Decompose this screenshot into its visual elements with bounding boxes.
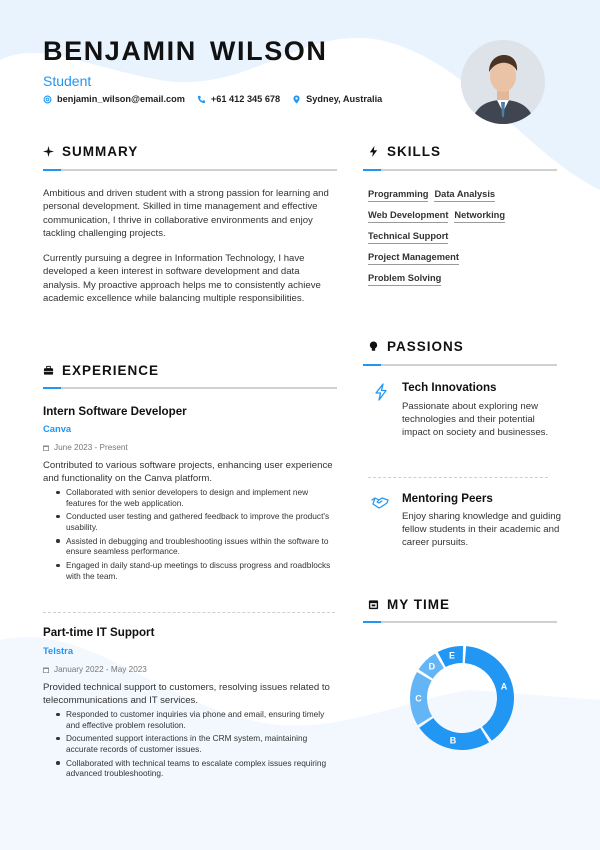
contact-bar	[43, 94, 382, 104]
skill-tag: Project Management	[368, 252, 459, 265]
skill-tag: Networking	[454, 210, 505, 223]
skill-row	[368, 273, 558, 286]
summary-title: SUMMARY	[62, 144, 139, 159]
email-contact[interactable]	[43, 94, 185, 104]
skills-divider	[363, 169, 557, 171]
job-company: Telstra	[43, 645, 74, 656]
job-separator	[43, 612, 335, 613]
phone-text: +61 412 345 678	[210, 94, 281, 104]
skills-title: SKILLS	[387, 144, 442, 159]
summary-paragraph-2: Currently pursuing a degree in Information Technology, I have developed a keen interest in software development and data analysis. My proactive approach helps me to consistently achieve academic excellence while balancing multiple responsibilities.	[43, 253, 321, 305]
job-dates	[43, 443, 128, 452]
phone-contact[interactable]	[197, 94, 280, 104]
passions-divider	[363, 364, 557, 366]
lightning-icon	[372, 383, 390, 401]
list-item: Collaborated with technical teams to escalate complex issues requiring advanced troubleshooting.	[54, 758, 340, 779]
skill-tag: Data Analysis	[434, 189, 495, 202]
location-pin-icon	[292, 95, 301, 104]
skill-row	[368, 252, 558, 265]
candidate-role: Student	[43, 73, 92, 89]
calendar-icon	[43, 445, 49, 451]
list-item: Engaged in daily stand-up meetings to discuss progress and roadblocks with the team.	[54, 560, 340, 581]
passion-description: Enjoy sharing knowledge and guiding fellow students in their academic and career pursuits.	[402, 511, 561, 549]
list-item: Documented support interactions in the CRM system, maintaining accurate records of customer issues.	[54, 733, 340, 754]
donut-label-d: D	[428, 661, 436, 672]
skill-tag: Web Development	[368, 210, 448, 223]
briefcase-icon	[43, 365, 54, 376]
donut-label-c: C	[415, 693, 422, 704]
profile-photo	[461, 40, 545, 124]
calendar-icon	[368, 599, 379, 610]
list-item: Assisted in debugging and troubleshooting issues within the software to ensure seamless performance.	[54, 536, 340, 557]
handshake-icon	[371, 493, 389, 511]
location-text: Sydney, Australia	[306, 94, 383, 104]
summary-divider	[43, 169, 337, 171]
donut-label-e: E	[448, 650, 455, 661]
donut-label-a: A	[500, 681, 508, 692]
skills-list	[368, 189, 558, 294]
experience-divider	[43, 387, 337, 389]
summary-paragraph-1: Ambitious and driven student with a strong passion for learning and personal development. Skilled in time management and effective communication, I thrive in collaborative environments and enjoy tackling challenging projects.	[43, 188, 329, 240]
lightning-icon	[368, 146, 379, 157]
location-contact	[292, 94, 382, 104]
at-icon	[43, 95, 52, 104]
email-text: benjamin_wilson@email.com	[57, 94, 185, 104]
passion-title: Mentoring Peers	[402, 492, 493, 505]
job-title: Part-time IT Support	[43, 626, 155, 639]
time-donut-chart	[402, 638, 522, 758]
lightbulb-icon	[368, 341, 379, 352]
sparkle-icon	[43, 146, 54, 157]
list-item: Collaborated with senior developers to design and implement new features for the web application.	[54, 487, 340, 508]
passion-description: Passionate about exploring new technologies and their potential impact on society and businesses.	[402, 401, 549, 439]
donut-slice-a	[465, 646, 514, 741]
experience-title: EXPERIENCE	[62, 363, 160, 378]
skill-tag: Problem Solving	[368, 273, 441, 286]
my-time-title: MY TIME	[387, 597, 451, 612]
job-bullets	[54, 709, 340, 782]
skill-row	[368, 189, 558, 202]
experience-heading	[43, 363, 159, 378]
passions-heading	[368, 339, 464, 354]
skills-heading	[368, 144, 441, 159]
job-dates	[43, 665, 147, 674]
list-item: Conducted user testing and gathered feedback to improve the product's usability.	[54, 511, 340, 532]
job-title: Intern Software Developer	[43, 405, 187, 418]
donut-label-b: B	[449, 735, 457, 746]
job-dates-text: June 2023 - Present	[54, 443, 128, 452]
job-summary: Contributed to various software projects, enhancing user experience and functionality on the Canva platform.	[43, 460, 333, 485]
skill-row	[368, 210, 558, 223]
summary-heading	[43, 144, 138, 159]
job-bullets	[54, 487, 340, 585]
passions-title: PASSIONS	[387, 339, 464, 354]
candidate-name: BENJAMIN WILSON	[43, 36, 328, 66]
skill-row	[368, 231, 558, 244]
list-item: Responded to customer inquiries via phone and email, ensuring timely and effective problem resolution.	[54, 709, 340, 730]
passion-title: Tech Innovations	[402, 381, 497, 394]
passion-separator	[368, 477, 548, 478]
job-company: Canva	[43, 423, 72, 434]
my-time-heading	[368, 597, 450, 612]
job-summary: Provided technical support to customers, resolving issues related to telecommunications and IT services.	[43, 682, 330, 707]
skill-tag: Programming	[368, 189, 428, 202]
phone-icon	[197, 95, 206, 104]
calendar-icon	[43, 667, 49, 673]
job-dates-text: January 2022 - May 2023	[54, 665, 147, 674]
my-time-divider	[363, 621, 557, 623]
skill-tag: Technical Support	[368, 231, 448, 244]
